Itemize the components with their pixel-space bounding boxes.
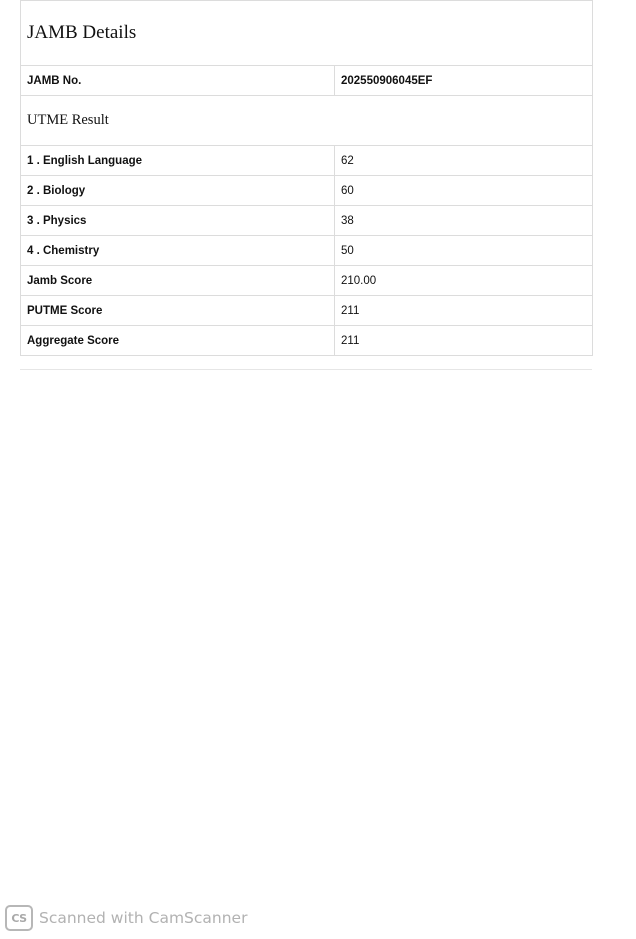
result-label: PUTME Score (21, 296, 335, 326)
page-title: JAMB Details (21, 1, 593, 66)
result-value: 62 (335, 146, 593, 176)
result-row-jamb-score (21, 266, 593, 296)
result-label: 2 . Biology (21, 176, 335, 206)
result-value: 60 (335, 176, 593, 206)
section-row (21, 96, 593, 146)
result-row-physics (21, 206, 593, 236)
result-label: Aggregate Score (21, 326, 335, 356)
result-value: 210.00 (335, 266, 593, 296)
result-row-english (21, 146, 593, 176)
jamb-details-panel (20, 0, 592, 356)
divider (20, 369, 592, 370)
result-value: 50 (335, 236, 593, 266)
result-row-biology (21, 176, 593, 206)
jamb-no-value: 202550906045EF (335, 66, 593, 96)
result-row-aggregate-score (21, 326, 593, 356)
result-label: 4 . Chemistry (21, 236, 335, 266)
jamb-no-label: JAMB No. (21, 66, 335, 96)
result-value: 38 (335, 206, 593, 236)
title-row (21, 1, 593, 66)
result-label: 1 . English Language (21, 146, 335, 176)
watermark-text: Scanned with CamScanner (39, 909, 248, 927)
result-row-putme-score (21, 296, 593, 326)
result-label: 3 . Physics (21, 206, 335, 236)
result-value: 211 (335, 326, 593, 356)
camscanner-logo-icon: CS (5, 905, 33, 931)
jamb-no-row (21, 66, 593, 96)
result-value: 211 (335, 296, 593, 326)
result-label: Jamb Score (21, 266, 335, 296)
result-row-chemistry (21, 236, 593, 266)
camscanner-watermark (5, 905, 247, 931)
section-title: UTME Result (21, 96, 593, 146)
jamb-details-table (20, 0, 593, 356)
